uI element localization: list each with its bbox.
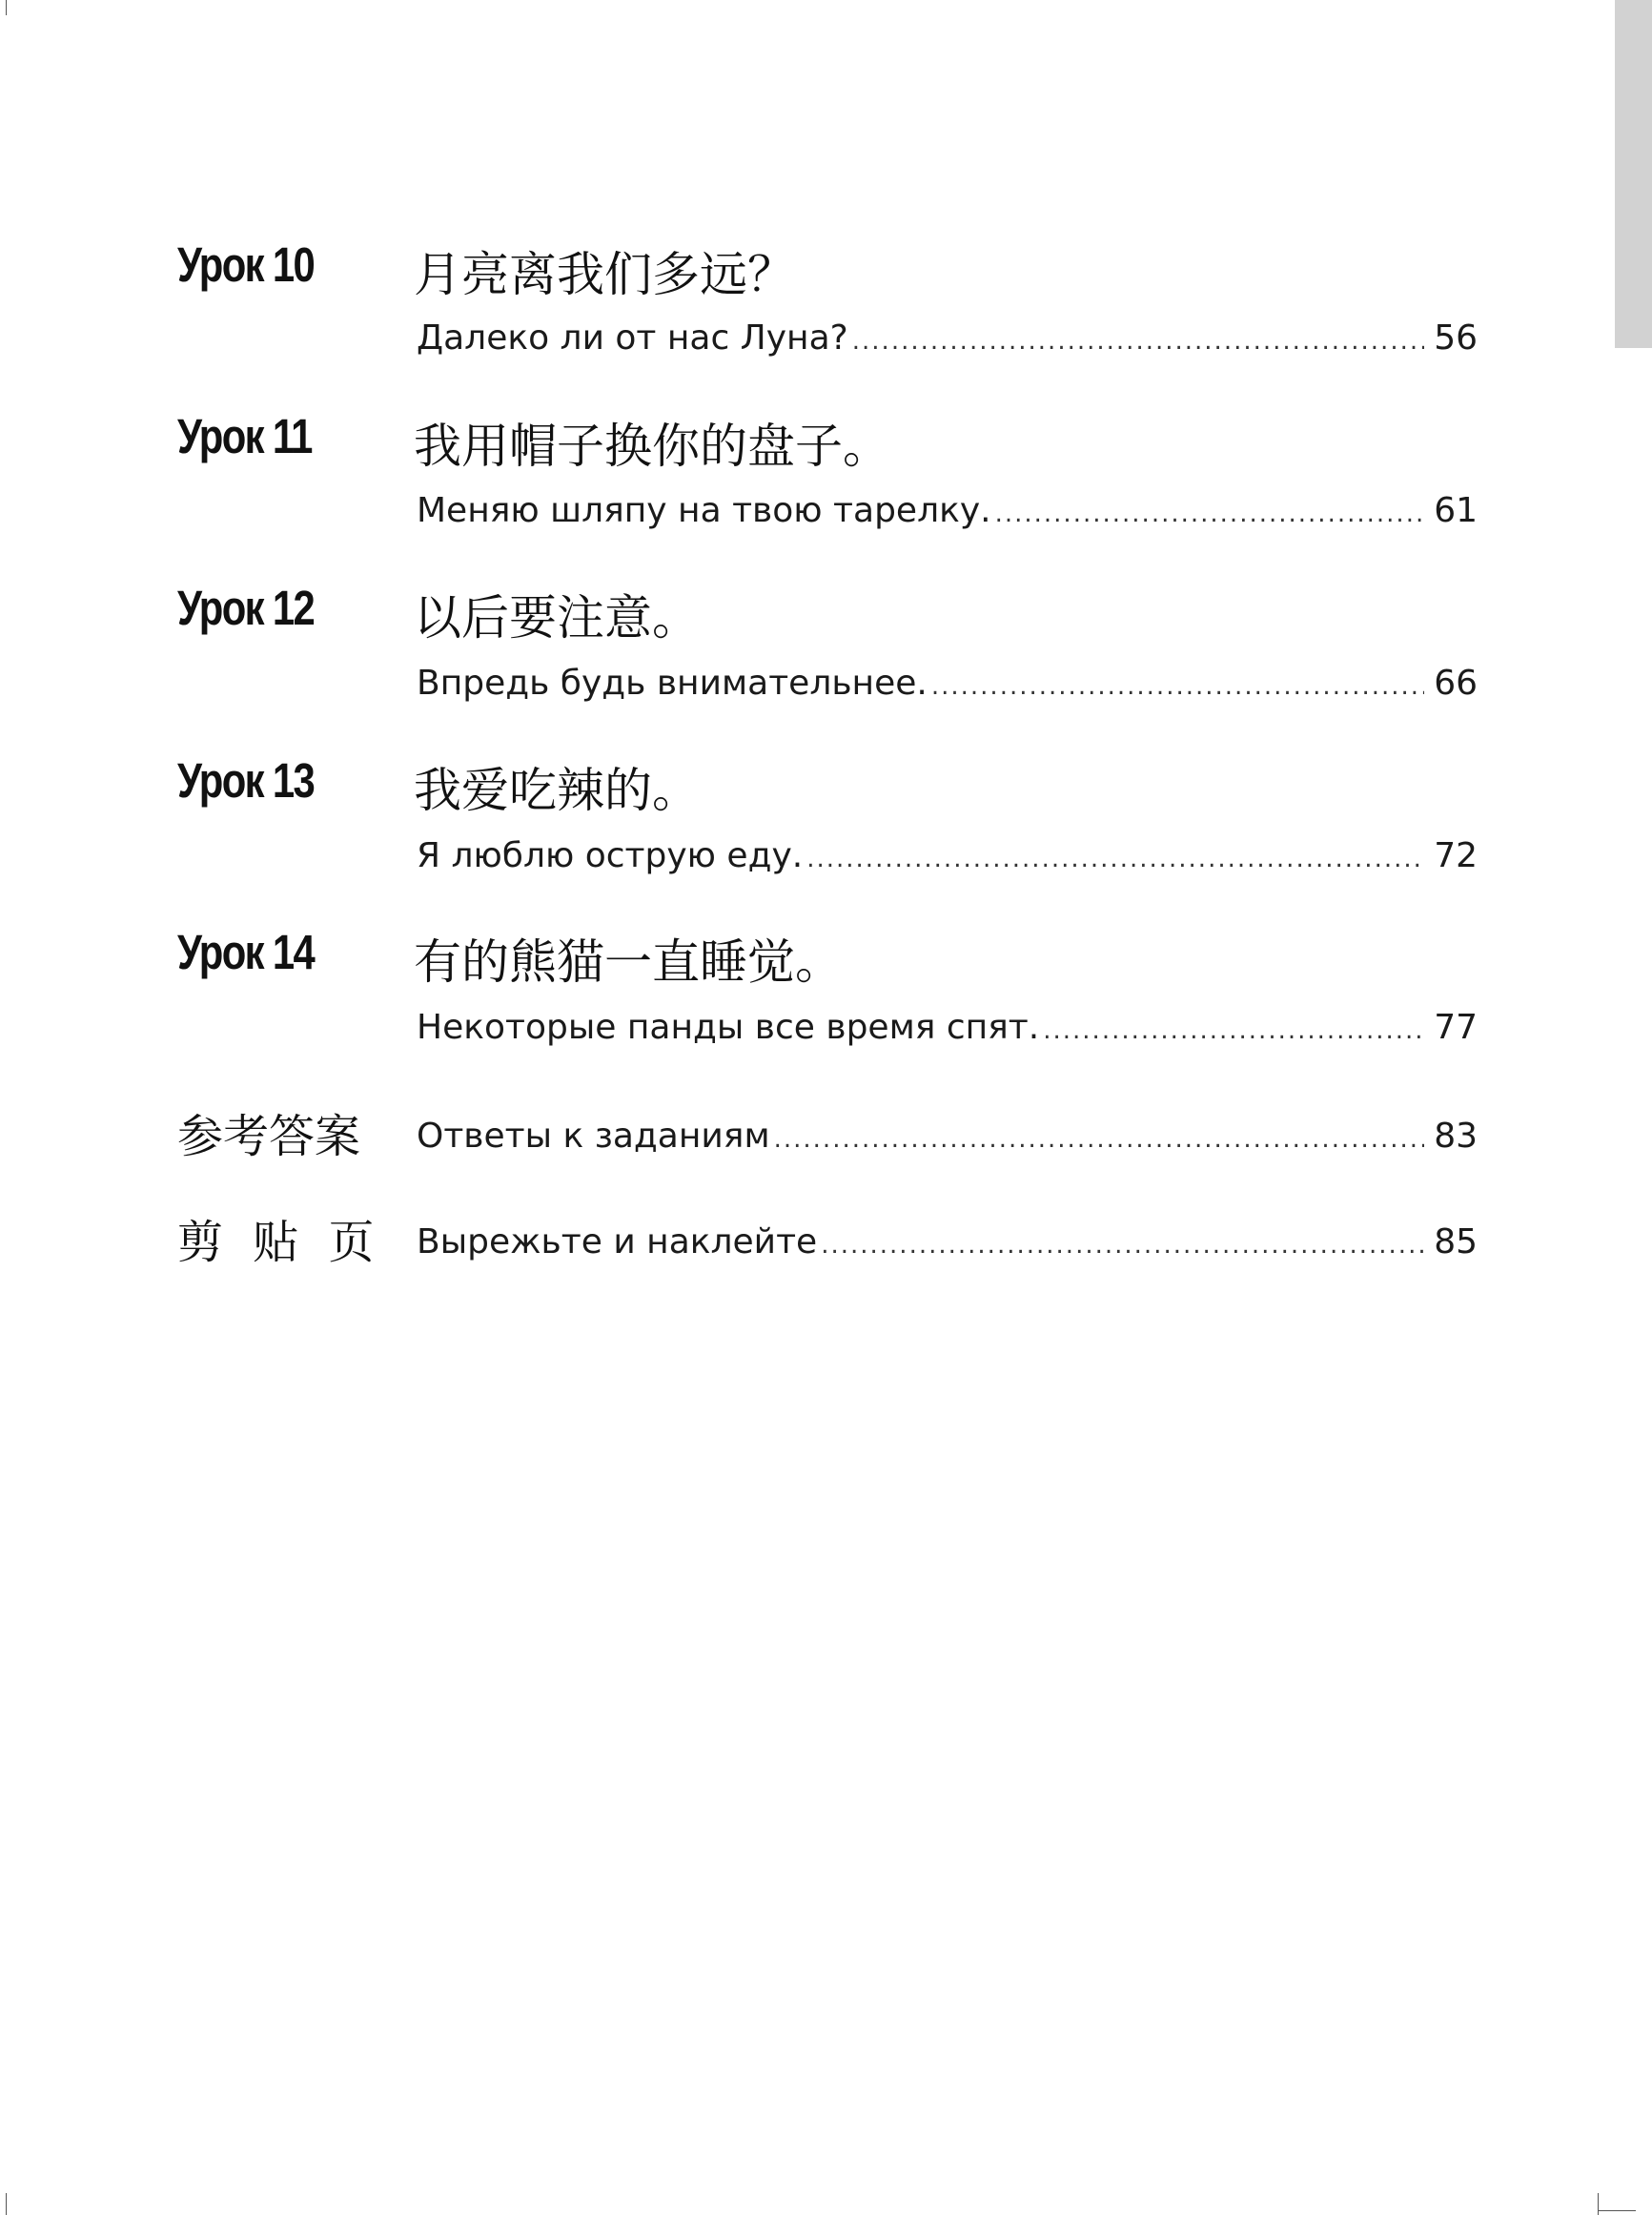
side-tab [1615,0,1652,348]
lesson-label: Урок 11 [177,409,312,463]
lesson-title-cn: 月亮离我们多远？ [414,247,795,302]
dot-leader [1043,1016,1424,1045]
crop-mark-bottom-right-h [1598,2210,1636,2211]
lesson-title-ru: Я люблю острую еду. [417,836,804,875]
lesson-title-row [417,1008,1478,1047]
cut-paste-title-row [417,1222,1478,1261]
lesson-title-ru: Некоторые панды все время спят. [417,1008,1040,1047]
crop-mark-bottom-right [1598,2193,1599,2215]
crop-mark-bottom-left [6,2193,7,2215]
dot-leader [806,845,1424,873]
page-number: 85 [1434,1222,1478,1261]
dot-leader [931,672,1424,701]
page-number: 61 [1434,491,1478,530]
page-number: 83 [1434,1117,1478,1156]
lesson-title-cn: 有的熊猫一直睡觉。 [414,934,843,990]
answers-title-ru: Ответы к заданиям [417,1117,770,1156]
answers-label-cn: 参考答案 [177,1110,361,1163]
lesson-title-row [417,491,1478,530]
lesson-label: Урок 14 [177,925,315,979]
dot-leader [821,1231,1424,1260]
lesson-title-cn: 我用帽子换你的盘子。 [414,419,890,474]
lesson-title-cn: 我爱吃辣的。 [414,763,700,818]
crop-mark-top-left [6,0,7,15]
dot-leader [774,1125,1424,1154]
page-number: 66 [1434,664,1478,703]
lesson-label: Урок 13 [177,753,315,808]
cut-paste-title-ru: Вырежьте и наклейте [417,1222,818,1261]
dot-leader [995,500,1424,528]
dot-leader [852,327,1424,356]
lesson-label: Урок 12 [177,581,315,635]
cut-paste-label-cn: 剪 贴 页 [177,1216,382,1269]
lesson-label: Урок 10 [177,237,315,292]
lesson-title-ru: Впредь будь внимательнее. [417,664,928,703]
lesson-title-ru: Меняю шляпу на твою тарелку. [417,491,991,530]
answers-title-row [417,1117,1478,1156]
page-number: 56 [1434,318,1478,358]
lesson-title-row [417,836,1478,875]
page-number: 77 [1434,1008,1478,1047]
lesson-title-row [417,664,1478,703]
page-number: 72 [1434,836,1478,875]
lesson-title-cn: 以后要注意。 [414,590,700,646]
lesson-title-ru: Далеко ли от нас Луна? [417,318,848,358]
lesson-title-row [417,318,1478,358]
